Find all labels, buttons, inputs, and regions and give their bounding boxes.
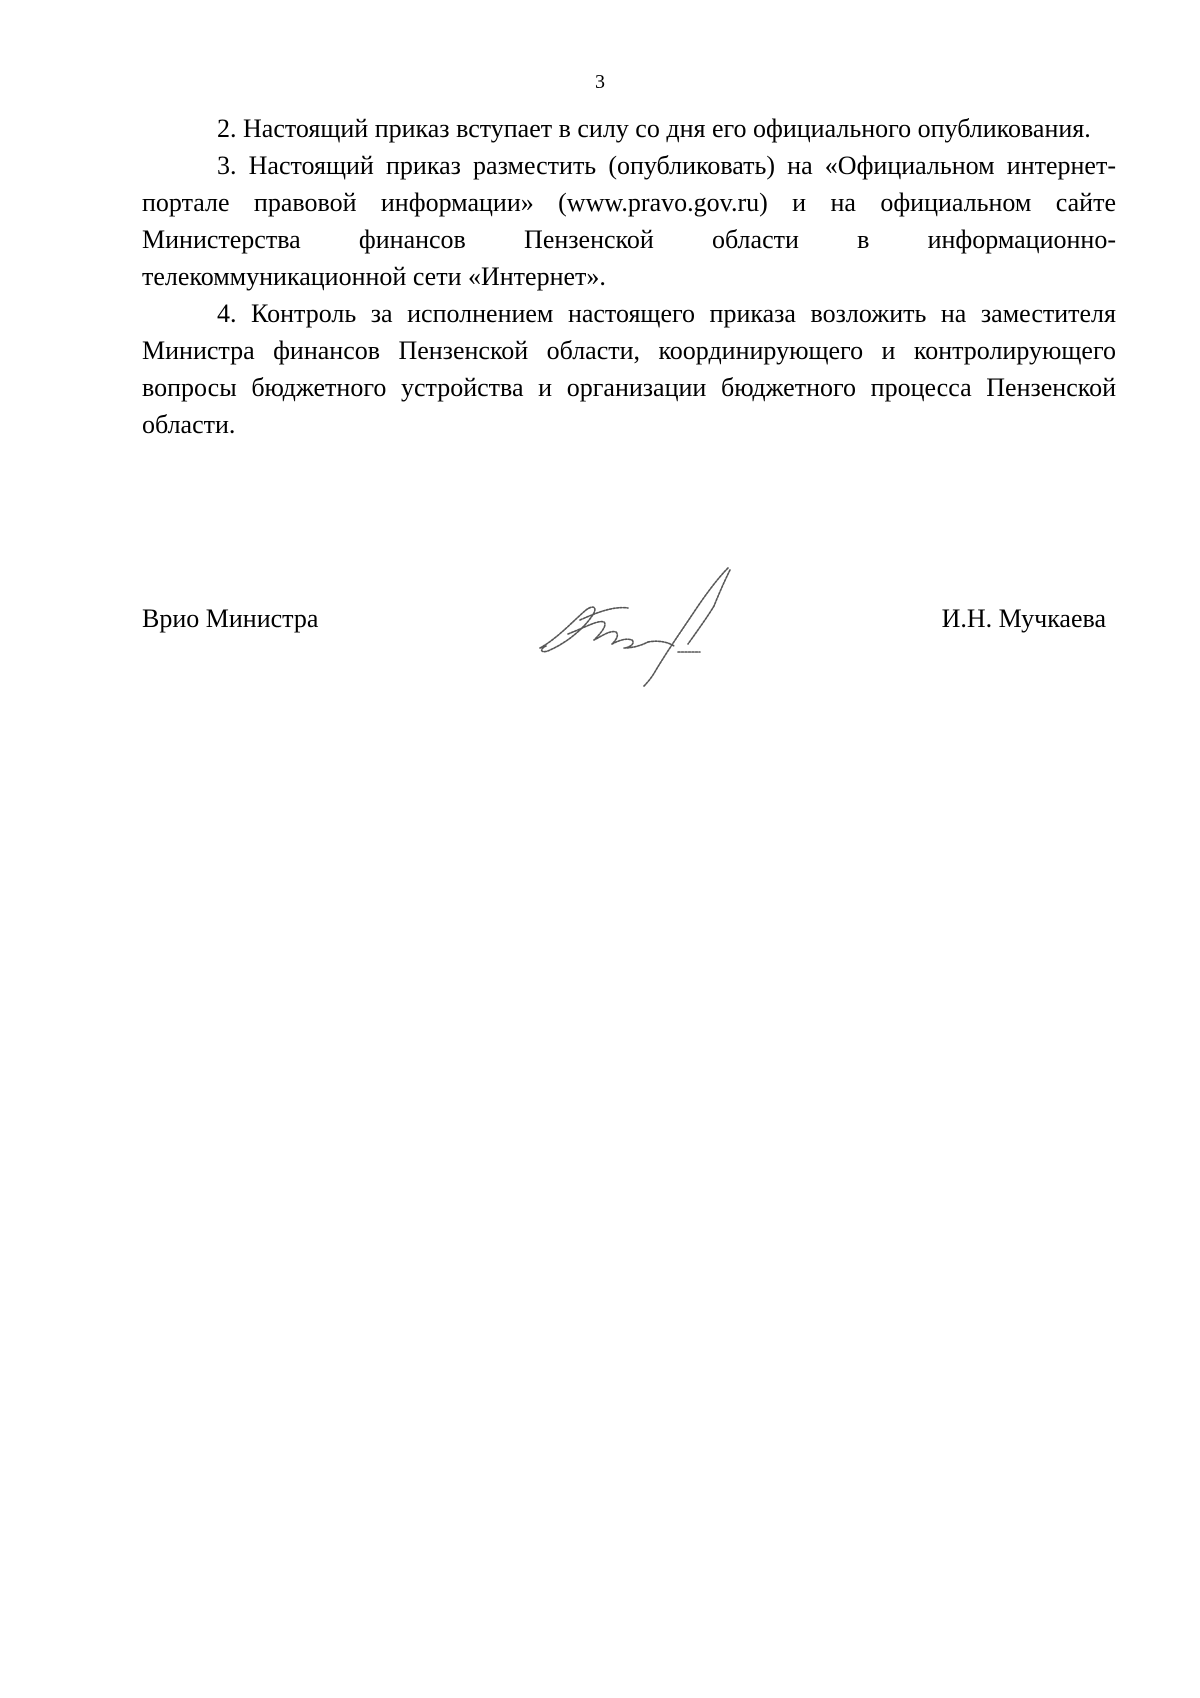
- signature-block: [142, 600, 1116, 690]
- signatory-name: И.Н. Мучкаева: [941, 604, 1106, 633]
- paragraph-3: 3. Настоящий приказ разместить (опубликовать) на «Официальном интернет-портале правовой информации» (www.pravo.gov.ru) и на официальном сайте Министерства финансов Пензенской области в информационно-телекоммуникационной сети «Интернет».: [142, 151, 1116, 291]
- signatory-position: Врио Министра: [142, 604, 319, 633]
- paragraph-2: 2. Настоящий приказ вступает в силу со дня его официального опубликования.: [217, 114, 1091, 143]
- page-number: 3: [595, 71, 605, 93]
- handwritten-signature: [528, 560, 768, 690]
- paragraph-4: 4. Контроль за исполнением настоящего приказа возложить на заместителя Министра финансов Пензенской области, координирующего и контролирующего вопросы бюджетного устройства и организации бюджетного процесса Пензенской области.: [142, 299, 1116, 439]
- document-body: [142, 110, 1116, 443]
